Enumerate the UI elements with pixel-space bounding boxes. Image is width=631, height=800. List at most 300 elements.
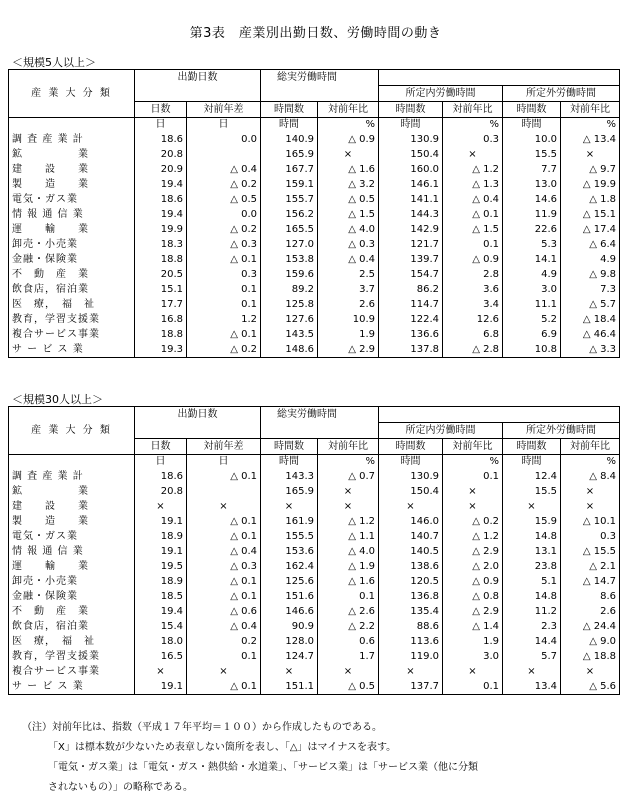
column-header-hours: 時間数	[379, 439, 443, 455]
table-cell: △ 2.1	[561, 559, 620, 574]
table-cell: 19.1	[135, 679, 187, 695]
table-row	[9, 297, 620, 312]
table-cell: 19.9	[135, 222, 187, 237]
row-industry-name: 卸売・小売業	[9, 574, 135, 589]
table-row	[9, 222, 620, 237]
table-cell: △ 0.1	[443, 207, 503, 222]
table-cell: 121.7	[379, 237, 443, 252]
header-blank	[379, 70, 620, 86]
column-header-days: 日数	[135, 102, 187, 118]
table-cell: 14.6	[503, 192, 561, 207]
table-cell: 0.1	[187, 282, 261, 297]
header-blank	[261, 86, 379, 102]
row-industry-name: 教育，学習支援業	[9, 312, 135, 327]
table-cell: 14.1	[503, 252, 561, 267]
table-cell: 143.5	[261, 327, 318, 342]
row-industry-name: 金融・保険業	[9, 589, 135, 604]
unit-label: 日	[187, 118, 261, 133]
table-cell: 0.6	[318, 634, 379, 649]
header-scheduled-group: 所定内労働時間	[379, 86, 503, 102]
row-industry-name: 金融・保険業	[9, 252, 135, 267]
table-cell: ×	[379, 664, 443, 679]
table-cell: △ 1.9	[318, 559, 379, 574]
column-header-hours: 時間数	[261, 439, 318, 455]
header-hours-group: 総実労働時間	[261, 70, 379, 86]
table-cell: 13.0	[503, 177, 561, 192]
table-cell: 10.8	[503, 342, 561, 358]
unit-label: 日	[135, 455, 187, 470]
row-industry-name: サ ー ビ ス 業	[9, 679, 135, 695]
table-cell: △ 2.2	[318, 619, 379, 634]
table-cell: △ 18.8	[561, 649, 620, 664]
table-cell: ×	[318, 484, 379, 499]
table-cell: 15.5	[503, 484, 561, 499]
table-cell: 11.2	[503, 604, 561, 619]
table-cell: 12.6	[443, 312, 503, 327]
table-cell: △ 0.1	[187, 514, 261, 529]
table-cell: 5.7	[503, 649, 561, 664]
unit-blank	[9, 118, 135, 133]
table-row	[9, 574, 620, 589]
table-cell: 5.1	[503, 574, 561, 589]
table-cell: ×	[503, 664, 561, 679]
table-row	[9, 514, 620, 529]
table-cell: △ 5.6	[561, 679, 620, 695]
table-cell: 19.5	[135, 559, 187, 574]
table-cell: 0.0	[187, 132, 261, 147]
table-cell: 146.6	[261, 604, 318, 619]
table-cell: △ 0.7	[318, 469, 379, 484]
table-cell: 0.1	[187, 649, 261, 664]
table-cell: 143.3	[261, 469, 318, 484]
row-industry-name: 複合サービス事業	[9, 327, 135, 342]
row-industry-name: 調 査 産 業 計	[9, 469, 135, 484]
table-row	[9, 604, 620, 619]
table-cell: 18.9	[135, 529, 187, 544]
table-cell: 148.6	[261, 342, 318, 358]
table-cell: 23.8	[503, 559, 561, 574]
table-row	[9, 162, 620, 177]
unit-label: 日	[187, 455, 261, 470]
table-cell: 14.4	[503, 634, 561, 649]
table-cell: 141.1	[379, 192, 443, 207]
table-cell: 159.1	[261, 177, 318, 192]
table-cell: 1.2	[187, 312, 261, 327]
table-cell: ×	[187, 664, 261, 679]
table-cell: 144.3	[379, 207, 443, 222]
table-cell: △ 0.6	[187, 604, 261, 619]
table-cell: 19.1	[135, 544, 187, 559]
section-label-5plus: ＜規模5人以上＞	[12, 56, 96, 69]
table-cell: 6.9	[503, 327, 561, 342]
table-cell: 18.8	[135, 327, 187, 342]
table-cell: 160.0	[379, 162, 443, 177]
table-cell: 139.7	[379, 252, 443, 267]
table-row	[9, 267, 620, 282]
row-industry-name: 調 査 産 業 計	[9, 132, 135, 147]
table-cell: 0.3	[443, 132, 503, 147]
column-header-hours: 時間数	[503, 102, 561, 118]
table-cell: 146.0	[379, 514, 443, 529]
footnotes	[22, 718, 478, 798]
row-industry-name: 運 輸 業	[9, 222, 135, 237]
table-cell: △ 0.2	[187, 222, 261, 237]
table-cell: ×	[261, 664, 318, 679]
table-cell: ×	[379, 499, 443, 514]
unit-row	[9, 455, 620, 470]
table-cell: 16.5	[135, 649, 187, 664]
table-cell: 165.5	[261, 222, 318, 237]
table-row	[9, 529, 620, 544]
table-cell: 162.4	[261, 559, 318, 574]
table-cell: △ 4.0	[318, 544, 379, 559]
row-industry-name: 医 療， 福 祉	[9, 297, 135, 312]
column-header-yoy-diff: 対前年差	[187, 439, 261, 455]
table-cell: △ 0.9	[318, 132, 379, 147]
row-industry-name: 鉱 業	[9, 484, 135, 499]
table-cell: △ 10.1	[561, 514, 620, 529]
table-cell: 153.8	[261, 252, 318, 267]
table-cell: 8.6	[561, 589, 620, 604]
table-cell: △ 0.9	[443, 252, 503, 267]
unit-label: %	[443, 455, 503, 470]
column-header-yoy-ratio: 対前年比	[561, 102, 620, 118]
table-cell: 20.8	[135, 147, 187, 162]
table-cell: 18.6	[135, 469, 187, 484]
row-industry-name: 製 造 業	[9, 514, 135, 529]
table-cell: 11.9	[503, 207, 561, 222]
table-cell: 1.9	[318, 327, 379, 342]
table-cell: 13.1	[503, 544, 561, 559]
table-cell: 18.8	[135, 252, 187, 267]
table-row	[9, 589, 620, 604]
column-header-yoy-diff: 対前年差	[187, 102, 261, 118]
header-blank	[379, 407, 620, 423]
row-industry-name: 医 療， 福 祉	[9, 634, 135, 649]
row-industry-name: 複合サービス事業	[9, 664, 135, 679]
row-industry-name: 不 動 産 業	[9, 604, 135, 619]
table-row	[9, 544, 620, 559]
table-cell: △ 0.5	[318, 679, 379, 695]
table-cell: 88.6	[379, 619, 443, 634]
header-hours-group: 総実労働時間	[261, 407, 379, 423]
table-cell: △ 0.3	[318, 237, 379, 252]
table-cell: 15.4	[135, 619, 187, 634]
table-cell: 120.5	[379, 574, 443, 589]
table-row	[9, 499, 620, 514]
table-cell: 17.7	[135, 297, 187, 312]
header-industry: 産 業 大 分 類	[9, 407, 135, 455]
row-industry-name: 電気・ガス業	[9, 529, 135, 544]
table-cell: 4.9	[561, 252, 620, 267]
table-cell: 136.6	[379, 327, 443, 342]
table-row	[9, 237, 620, 252]
table-cell: △ 2.0	[443, 559, 503, 574]
table-cell: ×	[561, 664, 620, 679]
table-cell: 20.5	[135, 267, 187, 282]
table-row	[9, 207, 620, 222]
table-cell: △ 0.2	[443, 514, 503, 529]
table-row	[9, 649, 620, 664]
table-cell: 90.9	[261, 619, 318, 634]
table-cell: ×	[318, 499, 379, 514]
unit-row	[9, 118, 620, 133]
table-cell: 5.3	[503, 237, 561, 252]
table-cell: 15.5	[503, 147, 561, 162]
table-cell: 18.5	[135, 589, 187, 604]
table-cell: ×	[561, 499, 620, 514]
table-cell: 89.2	[261, 282, 318, 297]
table-cell: 2.8	[443, 267, 503, 282]
table-cell: △ 0.2	[187, 177, 261, 192]
row-industry-name: 建 設 業	[9, 499, 135, 514]
table-cell: △ 2.6	[318, 604, 379, 619]
table-cell: 7.3	[561, 282, 620, 297]
table-cell: 146.1	[379, 177, 443, 192]
table-cell: 135.4	[379, 604, 443, 619]
unit-label: 時間	[503, 118, 561, 133]
table-cell: 165.9	[261, 484, 318, 499]
table-cell: 18.6	[135, 132, 187, 147]
table-cell: △ 0.5	[187, 192, 261, 207]
table-cell: 161.9	[261, 514, 318, 529]
table-cell: △ 4.0	[318, 222, 379, 237]
table-cell: 6.8	[443, 327, 503, 342]
table-cell: 150.4	[379, 484, 443, 499]
table-cell: 19.4	[135, 177, 187, 192]
table-30plus	[8, 406, 620, 695]
table-cell: 151.1	[261, 679, 318, 695]
table-cell: 122.4	[379, 312, 443, 327]
header-industry: 産 業 大 分 類	[9, 70, 135, 118]
column-header-hours: 時間数	[261, 102, 318, 118]
table-cell: 140.7	[379, 529, 443, 544]
unit-label: %	[443, 118, 503, 133]
table-cell: △ 0.2	[187, 342, 261, 358]
column-header-yoy-ratio: 対前年比	[318, 102, 379, 118]
header-days-group: 出勤日数	[135, 407, 261, 423]
table-cell: △ 24.4	[561, 619, 620, 634]
table-cell: 125.6	[261, 574, 318, 589]
table-cell: △ 15.1	[561, 207, 620, 222]
column-header-hours: 時間数	[503, 439, 561, 455]
row-industry-name: 飲食店，宿泊業	[9, 282, 135, 297]
table-cell: 0.3	[187, 267, 261, 282]
table-cell: 19.4	[135, 207, 187, 222]
table-cell: △ 17.4	[561, 222, 620, 237]
table-cell: 11.1	[503, 297, 561, 312]
table-cell: △ 18.4	[561, 312, 620, 327]
table-cell: △ 0.1	[187, 252, 261, 267]
table-cell: 0.2	[187, 634, 261, 649]
table-cell: 18.0	[135, 634, 187, 649]
table-cell: 113.6	[379, 634, 443, 649]
table-cell: 130.9	[379, 132, 443, 147]
table-cell: 13.4	[503, 679, 561, 695]
header-overtime-group: 所定外労働時間	[503, 86, 620, 102]
table-cell: 2.6	[318, 297, 379, 312]
table-cell: ×	[187, 499, 261, 514]
table-cell: 130.9	[379, 469, 443, 484]
table-row	[9, 327, 620, 342]
table-cell: 153.6	[261, 544, 318, 559]
table-cell: 0.1	[443, 469, 503, 484]
table-cell: 3.0	[443, 649, 503, 664]
table-cell: 2.5	[318, 267, 379, 282]
table-cell: 1.7	[318, 649, 379, 664]
table-cell: 10.9	[318, 312, 379, 327]
table-cell: △ 0.1	[187, 574, 261, 589]
row-industry-name: 電気・ガス業	[9, 192, 135, 207]
table-cell: ×	[135, 499, 187, 514]
table-row	[9, 312, 620, 327]
table-cell: △ 2.8	[443, 342, 503, 358]
table-cell: 15.1	[135, 282, 187, 297]
table-row	[9, 147, 620, 162]
table-cell: △ 1.6	[318, 162, 379, 177]
header-overtime-group: 所定外労働時間	[503, 423, 620, 439]
table-cell: △ 1.4	[443, 619, 503, 634]
row-industry-name: 不 動 産 業	[9, 267, 135, 282]
table-cell: 3.7	[318, 282, 379, 297]
header-blank	[135, 423, 261, 439]
row-industry-name: 卸売・小売業	[9, 237, 135, 252]
table-cell: 114.7	[379, 297, 443, 312]
table-cell: △ 1.5	[318, 207, 379, 222]
table-cell: △ 0.4	[443, 192, 503, 207]
table-cell: 19.4	[135, 604, 187, 619]
table-cell: △ 3.2	[318, 177, 379, 192]
table-cell: △ 0.1	[187, 469, 261, 484]
table-cell: 0.1	[318, 589, 379, 604]
table-cell: △ 0.1	[187, 529, 261, 544]
table-cell: 16.8	[135, 312, 187, 327]
unit-label: 時間	[261, 455, 318, 470]
table-cell: 3.6	[443, 282, 503, 297]
table-cell: △ 0.3	[187, 559, 261, 574]
table-cell: 4.9	[503, 267, 561, 282]
table-cell: △ 15.5	[561, 544, 620, 559]
table-cell: 0.1	[443, 237, 503, 252]
table-cell: 156.2	[261, 207, 318, 222]
table-cell: △ 2.9	[318, 342, 379, 358]
table-cell: ×	[561, 484, 620, 499]
row-industry-name: 建 設 業	[9, 162, 135, 177]
footnote-1: （注）対前年比は、指数（平成１７年平均＝１００）から作成したものである。	[22, 722, 382, 733]
table-cell: 0.1	[187, 297, 261, 312]
table-cell: △ 46.4	[561, 327, 620, 342]
header-row-groups	[9, 70, 620, 86]
table-cell: △ 3.3	[561, 342, 620, 358]
table-cell: 19.3	[135, 342, 187, 358]
table-cell: 140.5	[379, 544, 443, 559]
row-industry-name: 飲食店，宿泊業	[9, 619, 135, 634]
table-5plus	[8, 69, 620, 358]
table-cell: ×	[443, 664, 503, 679]
row-industry-name: 運 輸 業	[9, 559, 135, 574]
table-cell: △ 0.9	[443, 574, 503, 589]
table-cell: △ 1.2	[443, 162, 503, 177]
footnote-2: 「X」は標本数が少ないため表章しない箇所を表し、「△」はマイナスを表す。	[48, 742, 397, 753]
table-row	[9, 192, 620, 207]
table-cell: 155.7	[261, 192, 318, 207]
unit-label: %	[561, 455, 620, 470]
table-cell	[187, 147, 261, 162]
unit-label: %	[318, 455, 379, 470]
table-cell: 86.2	[379, 282, 443, 297]
table-cell: 159.6	[261, 267, 318, 282]
table-cell: 155.5	[261, 529, 318, 544]
table-cell: 20.8	[135, 484, 187, 499]
table-cell: 15.9	[503, 514, 561, 529]
table-cell: △ 1.2	[318, 514, 379, 529]
header-scheduled-group: 所定内労働時間	[379, 423, 503, 439]
table-cell: △ 14.7	[561, 574, 620, 589]
table-cell: △ 1.3	[443, 177, 503, 192]
table-cell: △ 0.1	[187, 327, 261, 342]
table-cell: △ 0.4	[187, 619, 261, 634]
table-cell: 119.0	[379, 649, 443, 664]
table-cell: △ 0.5	[318, 192, 379, 207]
column-header-days: 日数	[135, 439, 187, 455]
unit-label: 時間	[503, 455, 561, 470]
table-cell: 18.3	[135, 237, 187, 252]
table-row	[9, 132, 620, 147]
table-row	[9, 619, 620, 634]
table-cell: 0.1	[443, 679, 503, 695]
table-row	[9, 559, 620, 574]
table-cell: 154.7	[379, 267, 443, 282]
table-cell: △ 0.3	[187, 237, 261, 252]
header-row-groups	[9, 407, 620, 423]
table-cell: 3.0	[503, 282, 561, 297]
table-cell: 165.9	[261, 147, 318, 162]
table-cell: 14.8	[503, 529, 561, 544]
table-row	[9, 252, 620, 267]
table-cell: 136.8	[379, 589, 443, 604]
table-cell: ×	[318, 147, 379, 162]
table-cell: 19.1	[135, 514, 187, 529]
table-cell: 0.0	[187, 207, 261, 222]
unit-label: 時間	[379, 118, 443, 133]
table-cell: △ 8.4	[561, 469, 620, 484]
table-cell: △ 13.4	[561, 132, 620, 147]
table-row	[9, 664, 620, 679]
table-cell: △ 2.9	[443, 544, 503, 559]
table-cell: △ 6.4	[561, 237, 620, 252]
table-cell: △ 0.4	[187, 162, 261, 177]
row-industry-name: サ ー ビ ス 業	[9, 342, 135, 358]
table-cell: 167.7	[261, 162, 318, 177]
unit-label: 日	[135, 118, 187, 133]
header-blank	[261, 423, 379, 439]
table-cell: 10.0	[503, 132, 561, 147]
page-title: 第3表 産業別出勤日数、労働時間の動き	[189, 26, 442, 41]
table-cell: ×	[443, 484, 503, 499]
table-cell: 2.3	[503, 619, 561, 634]
table-cell: 2.6	[561, 604, 620, 619]
table-row	[9, 282, 620, 297]
table-cell: 125.8	[261, 297, 318, 312]
table-cell: △ 9.8	[561, 267, 620, 282]
row-industry-name: 鉱 業	[9, 147, 135, 162]
table-cell: ×	[261, 499, 318, 514]
unit-label: %	[318, 118, 379, 133]
table-cell: △ 1.8	[561, 192, 620, 207]
table-cell: 3.4	[443, 297, 503, 312]
table-cell: 1.9	[443, 634, 503, 649]
table-cell: △ 1.6	[318, 574, 379, 589]
